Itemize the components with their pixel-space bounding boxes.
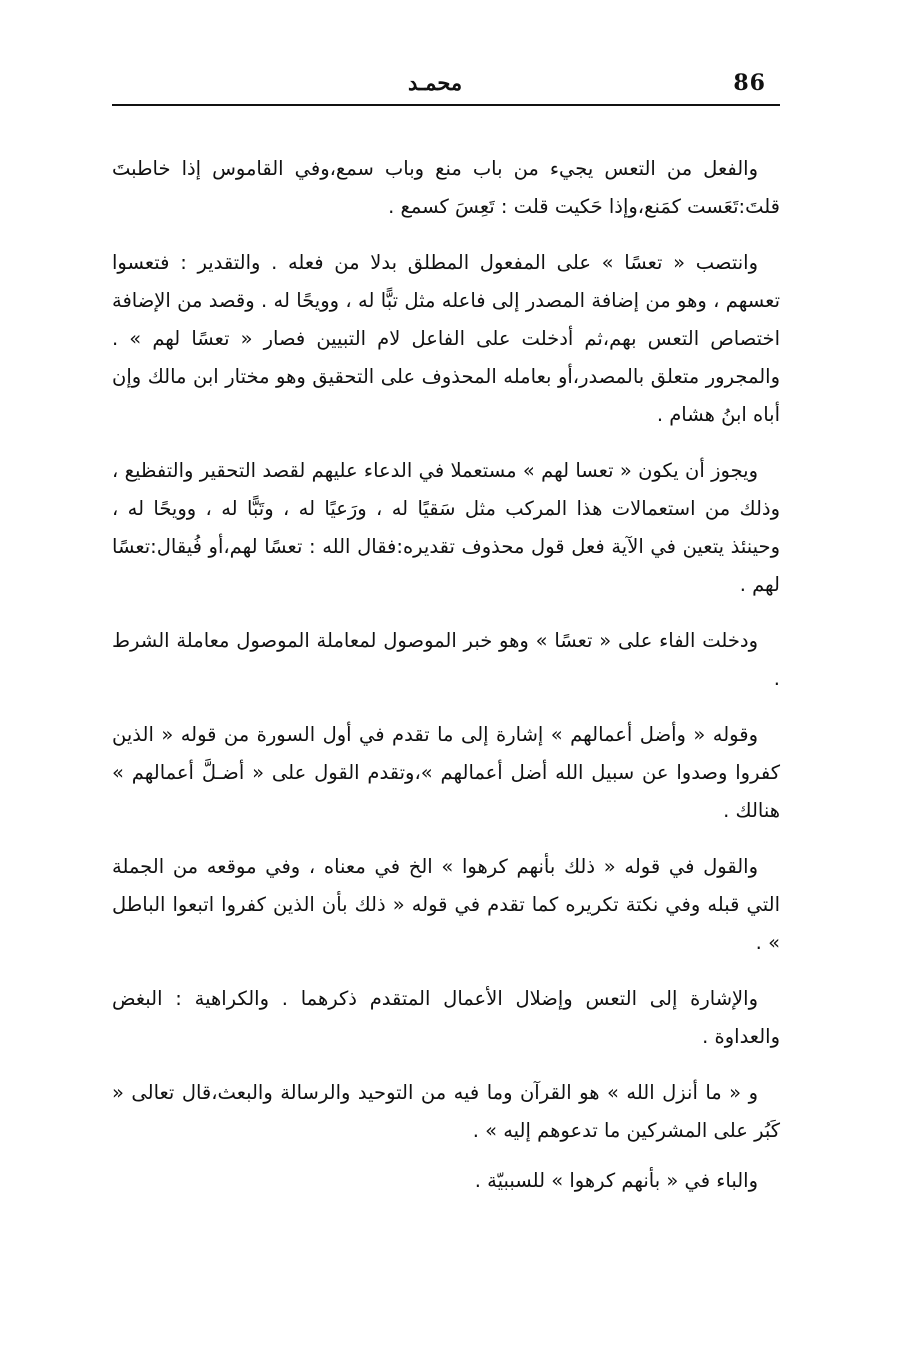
- page-header: [112, 68, 766, 98]
- page-body: [112, 150, 780, 1218]
- paragraph: والقول في قوله « ذلك بأنهم كرهوا » الخ في معناه ، وفي موقعه من الجملة التي قبله وفي نكتة تكريره كما تقدم في قوله « ذلك بأن الذين كفروا اتبعوا الباطل » .: [112, 855, 780, 954]
- paragraph: و « ما أنزل الله » هو القرآن وما فيه من التوحيد والرسالة والبعث،قال تعالى « كَبُر على المشركين ما تدعوهم إليه » .: [112, 1081, 780, 1142]
- paragraph: والباء في « بأنهم كرهوا » للسببيّة .: [474, 1169, 758, 1192]
- page-number: 86: [733, 70, 766, 96]
- paragraph: والإشارة إلى التعس وإضلال الأعمال المتقدم ذكرهما . والكراهية : البغض والعداوة .: [112, 987, 780, 1048]
- header-rule: [112, 104, 780, 106]
- paragraph: ودخلت الفاء على « تعسًا » وهو خبر الموصول لمعاملة الموصول معاملة الشرط .: [112, 629, 780, 690]
- paragraph: والفعل من التعس يجيء من باب منع وباب سمع،وفي القاموس إذا خاطبتَ قلتَ:تَعَست كمَنع،وإذا حَكيت قلت : تَعِسَ كسمع .: [112, 157, 780, 218]
- running-title: محمـد: [408, 70, 463, 95]
- paragraph: وقوله « وأضل أعمالهم » إشارة إلى ما تقدم في أول السورة من قوله « الذين كفروا وصدوا عن سبيل الله أضل أعمالهم »،وتقدم القول على « أضـلَّ أعمالهم » هنالك .: [112, 723, 780, 822]
- paragraph: ويجوز أن يكون « تعسا لهم » مستعملا في الدعاء عليهم لقصد التحقير والتفظيع ، وذلك من استعمالات هذا المركب مثل سَقيًا له ، ورَعيًا له ، وتَبًّا له ، وويحًا له ، وحينئذ يتعين في الآية فعل قول محذوف تقديره:فقال الله : تعسًا لهم،أو فُيقال:تعسًا لهم .: [112, 459, 780, 596]
- paragraph: وانتصب « تعسًا » على المفعول المطلق بدلا من فعله . والتقدير : فتعسوا تعسهم ، وهو من إضافة المصدر إلى فاعله مثل تبًّا له ، وويحًا له . وقصد من الإضافة اختصاص التعس بهم،ثم أدخلت على الفاعل لام التبيين فصار « تعسًا لهم » . والمجرور متعلق بالمصدر،أو بعامله المحذوف على التحقيق وهو مختار ابن مالك وإن أباه ابنُ هشام .: [112, 251, 780, 426]
